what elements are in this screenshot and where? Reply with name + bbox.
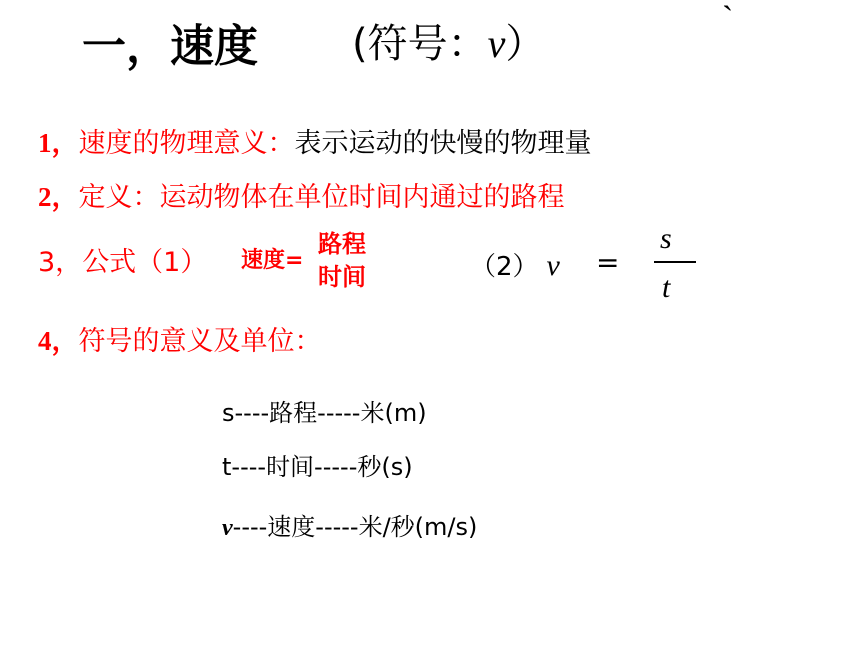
- item-symbols: [38, 319, 322, 358]
- title-symbol-v: v: [487, 21, 506, 66]
- item-1-number: 1，: [38, 128, 79, 158]
- formula-2-equals: =: [596, 246, 620, 279]
- item-1-text: 表示运动的快慢的物理量: [294, 128, 592, 159]
- fraction-denominator: t: [662, 271, 671, 304]
- title-sub-open: (符号：: [352, 21, 488, 67]
- item-4-text: 符号的意义及单位：: [78, 326, 322, 357]
- item-2-number: 2，: [38, 182, 79, 212]
- item-definition: [38, 175, 565, 214]
- title-sub-close: ）: [505, 21, 546, 67]
- word-fraction: [318, 228, 366, 294]
- unit-text: ----路程-----米(m): [234, 399, 427, 427]
- formula-2: [470, 246, 560, 283]
- unit-symbol: v: [222, 515, 233, 541]
- unit-symbol: s: [222, 399, 235, 427]
- fraction-numerator: s: [660, 222, 672, 255]
- item-3-text: 公式（1）: [82, 247, 208, 278]
- formula-2-label: （2）: [470, 252, 539, 282]
- item-meaning: [38, 121, 592, 160]
- fraction-bar: [654, 261, 696, 263]
- item-3-number: 3，: [38, 247, 83, 278]
- item-1-label: 速度的物理意义：: [78, 128, 295, 159]
- stray-mark: `: [722, 0, 734, 37]
- title-symbol-note: [352, 12, 545, 69]
- unit-symbol: t: [222, 453, 232, 481]
- word-numerator: 路程: [318, 230, 366, 258]
- page-title: 一，速度: [82, 21, 258, 72]
- word-denominator: 时间: [318, 263, 366, 291]
- item-2-text: 定义：运动物体在单位时间内通过的路程: [78, 182, 565, 213]
- item-formula: [38, 240, 207, 279]
- unit-text: ----速度-----米/秒(m/s): [232, 513, 478, 541]
- unit-row-speed: [222, 507, 477, 542]
- item-4-number: 4，: [38, 326, 79, 356]
- speed-equals: 速度=: [241, 248, 304, 273]
- formula-2-v: v: [546, 249, 560, 282]
- unit-text: ----时间-----秒(s): [231, 453, 413, 481]
- unit-row-time: [222, 447, 413, 482]
- unit-row-distance: [222, 393, 427, 428]
